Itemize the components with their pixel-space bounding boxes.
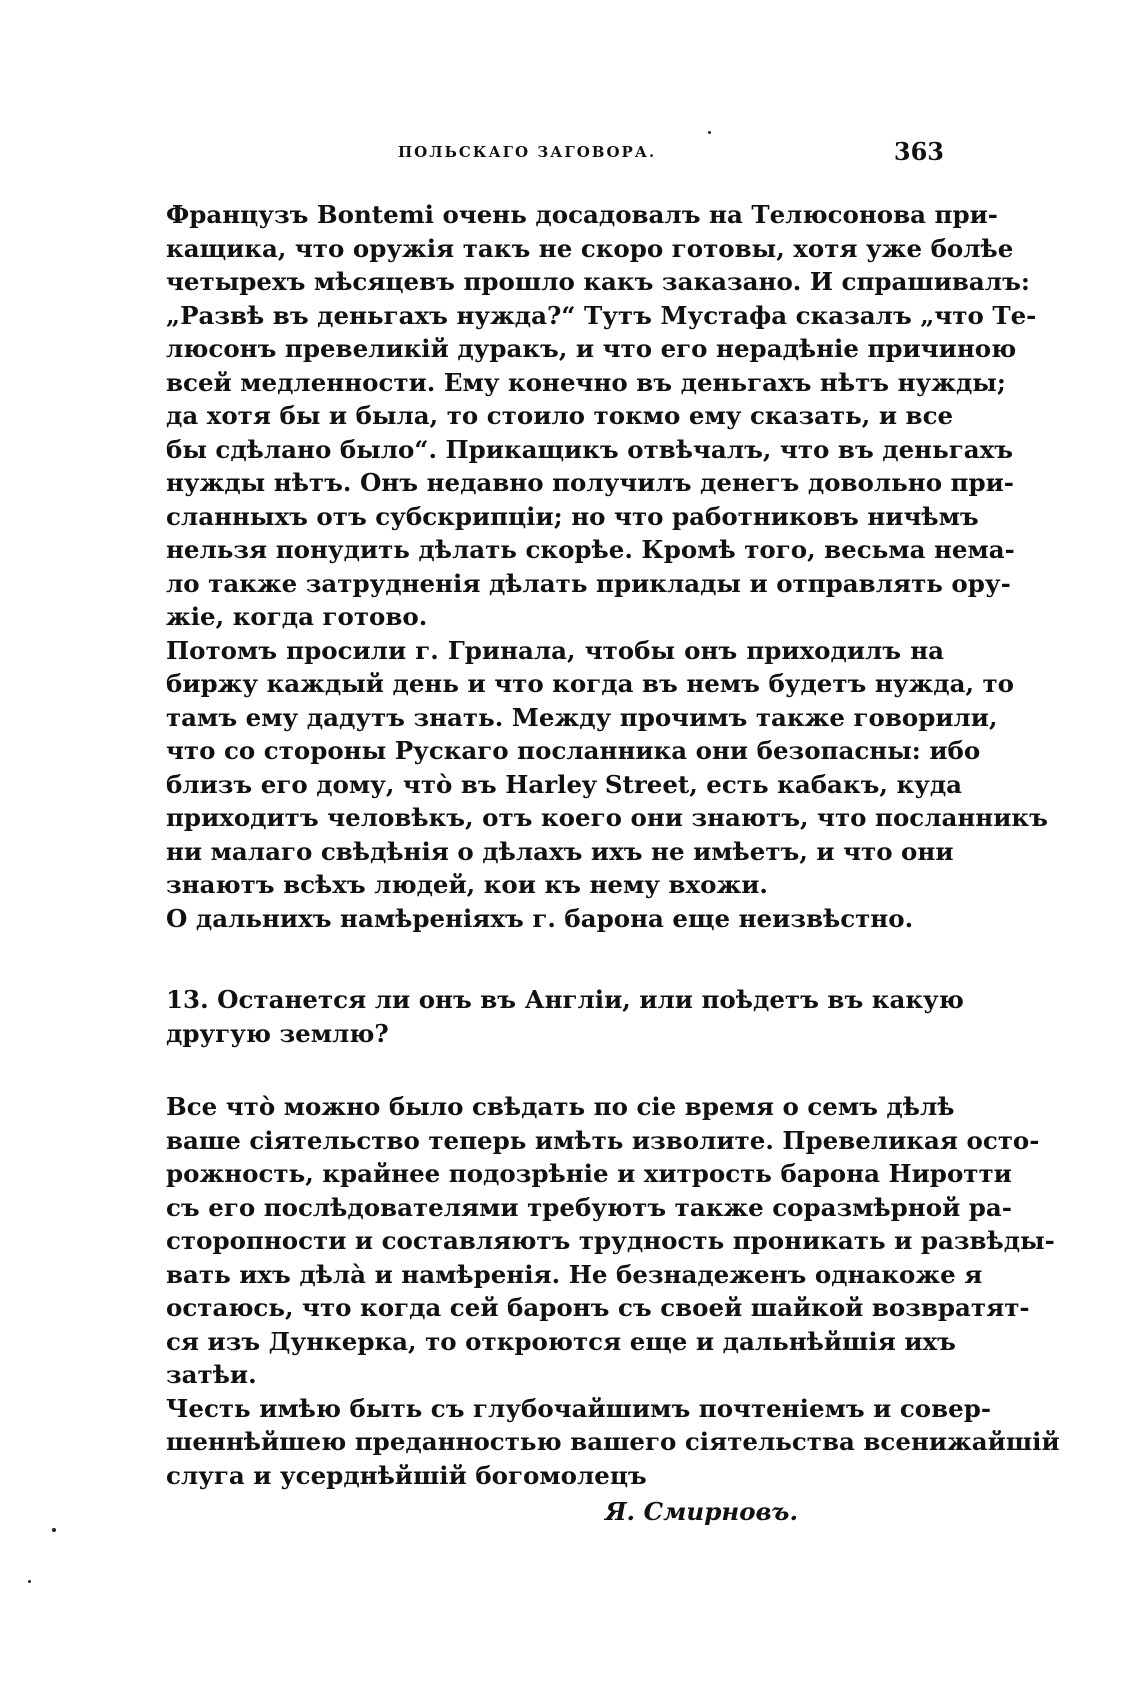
text-line: люсонъ превеликій дуракъ, и что его нерадѣніе причиною (166, 334, 1017, 363)
text-line: рожность, крайнее подозрѣніе и хитрость барона Ниротти (166, 1159, 1012, 1188)
text-line: затѣи. (166, 1360, 257, 1389)
text-line: остаюсь, что когда сей баронъ съ своей шайкой возвратят- (166, 1293, 1030, 1322)
text-line: съ его послѣдователями требуютъ также соразмѣрной ра- (166, 1192, 1012, 1222)
text-line: сланныхъ отъ субскрипціи; но что работниковъ ничѣмъ (166, 501, 979, 531)
text-line: четырехъ мѣсяцевъ прошло какъ заказано. И спрашивалъ: (166, 267, 1030, 296)
page-number: 363 (893, 137, 944, 166)
section-gap (166, 1050, 944, 1090)
text-line: тамъ ему дадутъ знать. Между прочимъ также говорили, (166, 702, 998, 732)
page-header (166, 137, 944, 169)
text-line: 13. Останется ли онъ въ Англіи, или поѣдетъ въ какую (166, 985, 964, 1014)
main-text (166, 198, 1060, 1529)
text-line: Потомъ просили г. Гринала, чтобы онъ приходилъ на (166, 635, 944, 665)
signature: Я. Смирновъ. (604, 1497, 798, 1526)
text-line: шеннѣйшею преданностью вашего сіятельства всенижайшій (166, 1427, 1060, 1456)
text-line: всей медленности. Ему конечно въ деньгахъ нѣтъ нужды; (166, 367, 1006, 397)
text-line: ло также затрудненія дѣлать приклады и отправлять ору- (166, 568, 1011, 598)
text-line: кащика, что оружія такъ не скоро готовы, хотя уже болѣе (166, 233, 1014, 263)
paragraph-2 (166, 634, 1048, 902)
text-line: Честь имѣю быть съ глубочайшимъ почтеніемъ и совер- (166, 1393, 992, 1423)
text-line: да хотя бы и была, то стоило токмо ему сказать, и все (166, 401, 954, 430)
paragraph-1 (166, 198, 1037, 634)
section-gap (166, 935, 944, 983)
paragraph-4 (166, 1090, 1055, 1392)
text-line: близъ его дому, что̀ въ Harley Street, есть кабакъ, куда (166, 769, 963, 799)
text-line: слуга и усерднѣйшій богомолецъ (166, 1460, 647, 1490)
scan-speck (28, 1580, 31, 1583)
text-line: жіе, когда готово. (166, 602, 428, 631)
paragraph-3 (166, 902, 944, 936)
text-line: приходитъ человѣкъ, отъ коего они знаютъ, что посланникъ (166, 803, 1048, 832)
text-line: ни малаго свѣдѣнія о дѣлахъ ихъ не имѣетъ, и что они (166, 836, 954, 866)
text-line: вать ихъ дѣла̀ и намѣренія. Не безнадеженъ однакоже я (166, 1259, 983, 1289)
scan-speck (708, 131, 711, 134)
text-line: „Развѣ въ деньгахъ нужда?“ Тутъ Мустафа сказалъ „что Те- (166, 300, 1037, 330)
text-line: другую землю? (166, 1018, 389, 1048)
running-title: ПОЛЬСКАГО ЗАГОВОРА. (398, 143, 657, 161)
text-line: нельзя понудить дѣлать скорѣе. Кромѣ того, весьма нема- (166, 535, 1015, 564)
text-line: Все что̀ можно было свѣдать по сіе время о семъ дѣлѣ (166, 1092, 955, 1121)
question-heading (166, 983, 964, 1050)
text-line: сторопности и составляютъ трудность проникать и развѣды- (166, 1226, 1055, 1255)
text-line: нужды нѣтъ. Онъ недавно получилъ денегъ довольно при- (166, 468, 1014, 497)
text-line: бы сдѣлано было“. Прикащикъ отвѣчалъ, что въ деньгахъ (166, 434, 1014, 464)
scan-speck (52, 1528, 56, 1532)
text-line: О дальнихъ намѣреніяхъ г. барона еще неизвѣстно. (166, 903, 914, 933)
text-line: биржу каждый день и что когда въ немъ будетъ нужда, то (166, 669, 1015, 698)
text-line: знаютъ всѣхъ людей, кои къ нему вхожи. (166, 870, 768, 899)
text-line: что со стороны Рускаго посланника они безопасны: ибо (166, 736, 981, 765)
text-line: ваше сіятельство теперь имѣть изволите. Превеликая осто- (166, 1125, 1040, 1155)
text-line: Французъ Bontemi очень досадовалъ на Телюсонова при- (166, 200, 998, 229)
paragraph-5 (166, 1392, 1060, 1493)
text-line: ся изъ Дункерка, то откроются еще и дальнѣйшія ихъ (166, 1326, 956, 1356)
